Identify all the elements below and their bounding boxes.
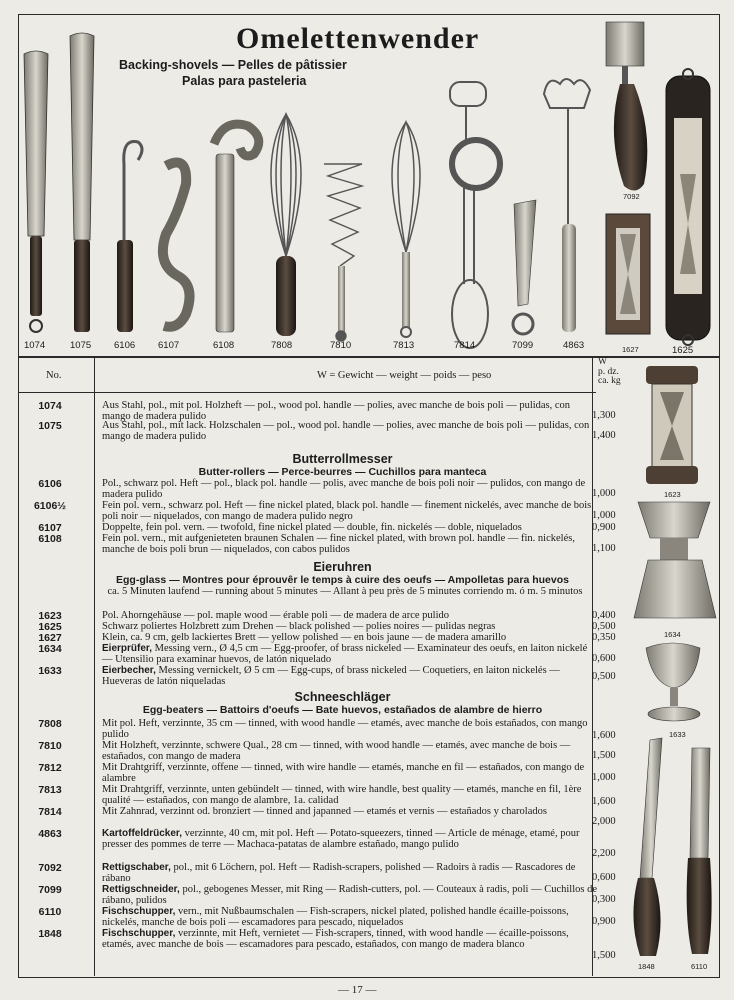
item-number: 1075 [38, 420, 62, 432]
table-row [20, 400, 700, 422]
item-description [102, 928, 597, 950]
w-line: ca. kg [598, 376, 621, 386]
table-row [20, 762, 700, 784]
item-description: Aus Stahl, pol., mit lack. Holzschalen — pol., wood pol. handle — polies, avec manche de bois poli — pulidas, con mango de madera pulido [102, 420, 590, 442]
figure-label: 1625 [672, 345, 694, 356]
section-title-eggtimer: Eieruhren [313, 560, 372, 574]
item-description: Mit Zahnrad, verzinnt od. bronziert — tinned and japanned — etamés et vernis — estañados y charolados [102, 806, 547, 817]
item-text: pol., mit 6 Löchern, pol. Heft — Radish-scrapers, polished — Radoirs à radis — Rascadores de rábano [102, 862, 576, 884]
item-number: 7808 [38, 718, 62, 730]
item-text: pol., gebogenes Messer, mit Ring — Radish-cutters, pol. — Couteaux à radis, poli — Cuchillos de rábano, pulidos [102, 884, 598, 906]
page-number: — 17 — [338, 984, 377, 996]
table-row [20, 643, 700, 665]
figure-label: 6110 [691, 962, 708, 971]
item-text: verzinnte, mit Heft, vernietet — Fish-scrapers, tinned, with wood handle — écaille-poissons, etamés, avec manche de bois — escamadores para pescado, estañados, con mango de madera blanco [102, 928, 569, 950]
item-number: 6108 [38, 533, 62, 545]
figure-label: 7099 [512, 340, 534, 351]
table-row [20, 533, 700, 555]
whisk-7810-illustration [324, 164, 362, 341]
item-number: 1623 [38, 610, 62, 622]
item-weight: 0,600 [592, 872, 616, 883]
item-weight: 1,400 [592, 430, 616, 441]
item-description [102, 643, 597, 665]
table-header-rule [18, 392, 596, 393]
column-header-no: No. [46, 370, 62, 381]
table-row [20, 806, 700, 828]
item-weight: 1,500 [592, 950, 616, 961]
item-number: 6106 [38, 478, 62, 490]
figure-label: 1848 [638, 962, 655, 971]
item-description: Fein pol. vern., mit aufgenieteten braunen Schalen — fine nickel plated, with brown pol. handle — fin. nickelés, manche de bois poli brun — niquelados, con cabos pulidos [102, 533, 575, 555]
item-description: Mit Drahtgriff, verzinnte, unten gebündelt — tinned, with wire handle, best quality — etamés, manche en fil, 1ère qualité — estañados, con mango de alambre, 1a. calidad [102, 784, 582, 806]
item-name: Rettigschneider, [102, 884, 180, 895]
item-number: 7814 [38, 806, 62, 818]
item-name: Fischschupper, [102, 928, 176, 939]
table-row [20, 828, 700, 859]
item-number: 1633 [38, 665, 62, 677]
item-number: 1634 [38, 643, 62, 655]
figure-label: 1075 [70, 340, 92, 351]
item-weight: 1,300 [592, 410, 616, 421]
figure-label: 7810 [330, 340, 352, 351]
item-weight: 1,100 [592, 543, 616, 554]
spatula-1075-illustration [70, 33, 94, 332]
item-description: Aus Stahl, pol., mit pol. Holzheft — pol., wood pol. handle — polies, avec manche de bois poli — pulidas, con mango de madera pulido [102, 400, 571, 422]
item-name: Kartoffeldrücker, [102, 828, 183, 839]
item-number: 1625 [38, 621, 62, 633]
figure-label: 1634 [664, 630, 681, 639]
section-subtitle-eggtimer: Egg-glass — Montres pour éprouvêr le temps à cuire des oeufs — Ampolletas para huevos [116, 574, 569, 586]
item-text: verzinnte, 40 cm, mit pol. Heft — Potato-squeezers, tinned — Article de ménage, etamé, pour presser des pommes de terre — Machaca-patatas de alambre estañado, mango pulido [102, 828, 580, 850]
table-row [20, 500, 700, 522]
item-description: Doppelte, fein pol. vern. — twofold, fine nickel plated — double, fin. nickelés — doble, niquelados [102, 522, 522, 533]
item-weight: 1,000 [592, 488, 616, 499]
item-weight: 0,350 [592, 632, 616, 643]
figure-label: 1627 [622, 345, 639, 354]
item-number: 7810 [38, 740, 62, 752]
table-row [20, 906, 700, 928]
item-weight: 1,500 [592, 750, 616, 761]
item-number: 4863 [38, 828, 62, 840]
item-weight: 2,000 [592, 816, 616, 827]
item-name: Fischschupper, [102, 906, 176, 917]
product-illustrations [18, 14, 718, 360]
item-description [102, 828, 597, 850]
section-subtitle-beaters: Egg-beaters — Battoirs d'oeufs — Bate huevos, estañados de alambre de hierro [142, 704, 543, 716]
item-description [102, 884, 597, 906]
item-weight: 0,900 [592, 916, 616, 927]
egg-timer-1625-illustration [666, 69, 710, 345]
subtitle-line-1: Backing-shovels — Pelles de pâtissier [119, 58, 347, 72]
radish-cutter-7099-illustration [513, 200, 536, 334]
figure-label: 1633 [669, 730, 686, 739]
item-weight: 1,000 [592, 510, 616, 521]
item-description: Mit Holzheft, verzinnte, schwere Qual., 28 cm — tinned, with wood handle — etamés, avec manche de bois — estañados, con mango de madera [102, 740, 571, 762]
section-subtitle-butter: Butter-rollers — Perce-beurres — Cuchillos para manteca [198, 466, 487, 478]
item-name: Rettigschaber, [102, 862, 171, 873]
butter-roller-6107-illustration [163, 163, 190, 327]
item-weight: 1,600 [592, 796, 616, 807]
item-weight: 1,600 [592, 730, 616, 741]
item-text: Messing vern., Ø 4,5 cm — Egg-proofer, of brass nickeled — Examinateur des oeufs, en laiton nickelé — Utensilio para examinar huevos, de latón niquelado [102, 643, 588, 665]
item-description: Mit pol. Heft, verzinnte, 35 cm — tinned, with wood handle — etamés, avec manche de bois estañados, con mango pulido [102, 718, 588, 740]
table-row [20, 784, 700, 806]
table-row [20, 718, 700, 740]
figure-label: 7814 [454, 340, 476, 351]
potato-squeezer-4863-illustration [544, 79, 590, 332]
item-number: 1627 [38, 632, 62, 644]
column-header-weight: W = Gewicht — weight — poids — peso [317, 370, 492, 381]
item-weight: 2,200 [592, 848, 616, 859]
item-number: 6107 [38, 522, 62, 534]
item-description: Klein, ca. 9 cm, gelb lackiertes Brett — yellow polished — en bois jaune — de madera amarillo [102, 632, 507, 643]
section-note-eggtimer: ca. 5 Minuten laufend — running about 5 minutes — Allant à peu près de 5 minutes corriendo m. ó m. 5 minutos [107, 586, 583, 597]
table-row [20, 665, 700, 687]
item-weight: 0,500 [592, 671, 616, 682]
butter-roller-6108-illustration [214, 124, 259, 332]
whisk-7813-illustration [392, 122, 420, 337]
item-weight: 0,900 [592, 522, 616, 533]
item-number: 7812 [38, 762, 62, 774]
figure-label: 6108 [213, 340, 235, 351]
item-name: Eierprüfer, [102, 643, 153, 654]
figure-label: 1623 [664, 490, 681, 499]
table-row [20, 862, 700, 884]
item-number: 6106½ [33, 500, 67, 512]
figure-label: 7092 [623, 192, 640, 201]
item-name: Eierbecher, [102, 665, 156, 676]
item-description: Mit Drahtgriff, verzinnte, offene — tinned, with wire handle — etamés, manche en fil — estañados, con mango de alambre [102, 762, 585, 784]
item-description: Fein pol. vern., schwarz pol. Heft — fine nickel plated, black pol. handle — finement nickelés, avec manche de bois poli noir — niquelados, con mango de madera pulido negro [102, 500, 592, 522]
item-weight: 0,300 [592, 894, 616, 905]
item-number: 6110 [38, 906, 62, 918]
item-description [102, 665, 597, 687]
table-row [20, 928, 700, 961]
table-row [20, 478, 700, 500]
item-weight: 1,000 [592, 772, 616, 783]
section-title-beaters: Schneeschläger [294, 690, 391, 704]
column-header-w [598, 358, 621, 387]
figure-label: 4863 [563, 340, 585, 351]
spatula-1074-illustration [24, 51, 48, 332]
item-description: Pol., schwarz pol. Heft — pol., black pol. handle — polis, avec manche de bois poli noir — pulidos, con mango de madera pulido [102, 478, 586, 500]
rotary-beater-7814-illustration [450, 82, 500, 348]
figure-label: 6107 [158, 340, 180, 351]
figure-label: 1074 [24, 340, 46, 351]
item-number: 7099 [38, 884, 62, 896]
item-number: 1074 [38, 400, 62, 412]
w-line: W [598, 357, 607, 367]
table-row [20, 420, 700, 442]
item-description [102, 906, 597, 928]
whisk-7808-illustration [271, 114, 301, 336]
table-row [20, 884, 700, 906]
item-number: 1848 [38, 928, 62, 940]
figure-label: 7808 [271, 340, 293, 351]
item-number: 7813 [38, 784, 62, 796]
item-description: Schwarz poliertes Holzbrett zum Drehen — black polished — polies noires — pulidas negras [102, 621, 496, 632]
radish-scraper-7092-illustration [606, 22, 647, 191]
figure-label: 6106 [114, 340, 136, 351]
item-number: 7092 [38, 862, 62, 874]
egg-timer-1627-illustration [606, 214, 650, 334]
item-weight: 0,500 [592, 621, 616, 632]
item-description: Pol. Ahorngehäuse — pol. maple wood — érable poli — de madera de arce pulido [102, 610, 449, 621]
item-text: Messing vernickelt, Ø 5 cm — Egg-cups, of brass nickeled — Coquetiers, en laiton nickelés — Hueveras de latón niqueladas [102, 665, 560, 687]
subtitle-line-2: Palas para pasteleria [182, 74, 307, 88]
w-line: p. dz. [598, 366, 619, 377]
section-title-butter: Butterrollmesser [292, 452, 393, 466]
item-weight: 0,600 [592, 653, 616, 664]
page-title: Omelettenwender [236, 22, 480, 55]
butter-roller-6106-illustration [117, 141, 142, 332]
item-description [102, 862, 597, 884]
figure-label: 7813 [393, 340, 415, 351]
item-text: vern., mit Nußbaumschalen — Fish-scrapers, nickel plated, polished handle écaille-poissons, nickelés, manche de bois poli — escamadores para pescado, niquelados [102, 906, 569, 928]
table-row [20, 740, 700, 762]
item-weight: 0,400 [592, 610, 616, 621]
